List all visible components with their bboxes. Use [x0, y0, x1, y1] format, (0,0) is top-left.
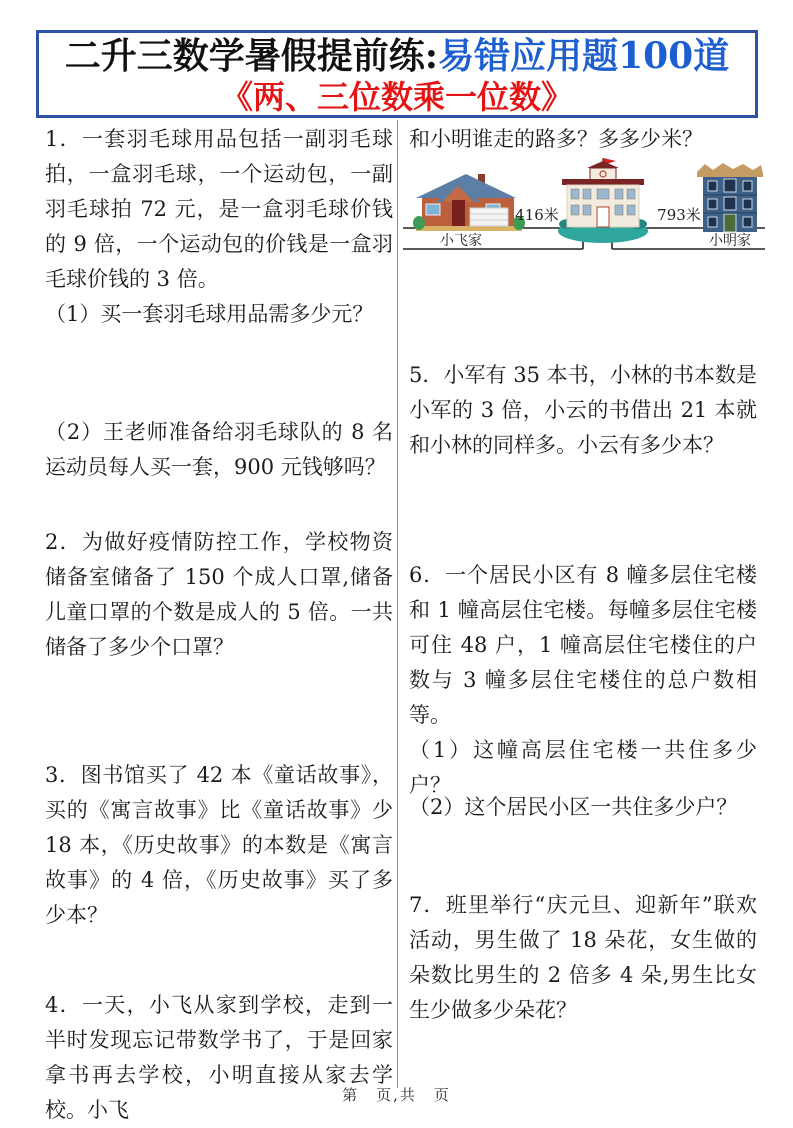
problem-1 — [45, 122, 393, 332]
xiaoming-home-label: 小明家 — [709, 233, 751, 249]
problem-6-question-1: （1）这幢高层住宅楼一共住多少户？ — [409, 738, 757, 797]
problem-4: 4．一天，小飞从家到学校，走到一半时发现忘记带数学书了，于是回家拿书再去学校，小明直接从家去学校。小飞 — [45, 993, 393, 1122]
problem-6-text: 6．一个居民小区有 8 幢多层住宅楼和 1 幢高层住宅楼。每幢多层住宅楼可住 48 户，1 幢高层住宅楼住的户数与 3 幢多层住宅楼住的总户数相等。 — [409, 563, 757, 727]
column-divider — [397, 120, 398, 1088]
xiaoming-building-icon — [697, 163, 763, 232]
problem-1-text: 1．一套羽毛球用品包括一副羽毛球拍，一盒羽毛球，一个运动包，一副羽毛球拍 72 元，是一盒羽毛球价钱的 9 倍，一个运动包的价钱是一盒羽毛球价钱的 3 倍。 — [45, 127, 393, 291]
problem-2: 2．为做好疫情防控工作，学校物资储备室储备了 150 个成人口罩,储备儿童口罩的个数是成人的 5 倍。一共储备了多少个口罩？ — [45, 530, 393, 659]
worksheet-title-line1 — [39, 34, 755, 78]
page-footer: 第 页,共 页 — [342, 1086, 451, 1104]
title-main-text: 二升三数学暑假提前练: — [64, 35, 439, 77]
school-icon — [558, 158, 648, 243]
title-highlight-text: 易错应用题100道 — [438, 35, 730, 77]
worksheet-title-box — [36, 30, 758, 118]
problem-4-continued: 和小明谁走的路多？多多少米？ — [409, 127, 703, 151]
distance-right-label: 793米 — [657, 206, 701, 224]
xiaofei-house-icon — [413, 174, 525, 231]
xiaofei-home-label: 小飞家 — [440, 233, 482, 249]
problem-1-question-1: （1）买一套羽毛球用品需多少元？ — [45, 302, 374, 326]
problem-5: 5．小军有 35 本书，小林的书本数是小军的 3 倍，小云的书借出 21 本就和小林的同样多。小云有多少本？ — [409, 363, 757, 457]
problem-1-question-2: （2）王老师准备给羽毛球队的 8 名运动员每人买一套，900 元钱够吗？ — [45, 420, 393, 479]
problem-6-question-2: （2）这个居民小区一共住多少户？ — [409, 795, 738, 819]
problem-7: 7．班里举行“庆元旦、迎新年”联欢活动，男生做了 18 朵花，女生做的朵数比男生的 2 倍多 4 朵,男生比女生少做多少朵花？ — [409, 893, 757, 1022]
distance-left-label: 416米 — [515, 206, 559, 224]
worksheet-subtitle: 《两、三位数乘一位数》 — [220, 78, 573, 116]
problem-3: 3．图书馆买了 42 本《童话故事》，买的《寓言故事》比《童话故事》少 18 本，《历史故事》的本数是《寓言故事》的 4 倍，《历史故事》买了多少本？ — [45, 763, 393, 927]
problem-6 — [409, 558, 757, 803]
distance-diagram — [403, 150, 765, 256]
